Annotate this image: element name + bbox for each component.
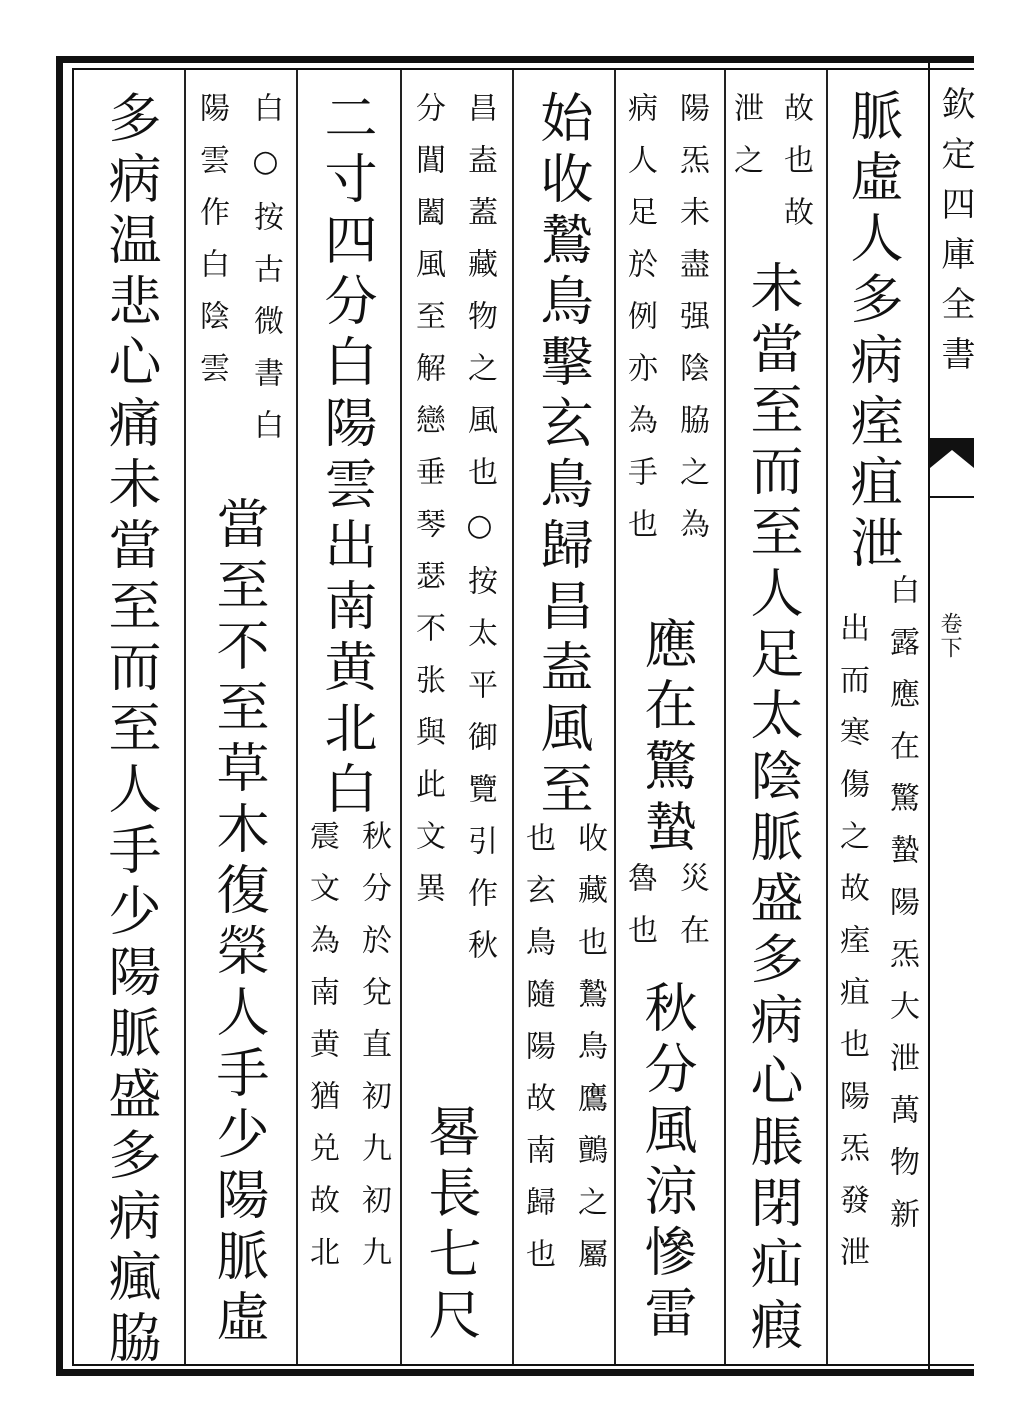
inner-border-left — [72, 68, 74, 1366]
annotation-line: 昌盍蓋藏物之風也○按太平御覽引作秋 — [462, 92, 497, 981]
text-column-large: 秋分風涼慘雷 — [636, 980, 697, 1346]
text-column-large: 未當至而至人足太陰脈盛多病心脹閉疝瘕 — [742, 260, 803, 1358]
inner-border-bottom — [72, 1364, 974, 1366]
inner-border-top — [72, 68, 974, 70]
annotation-line: 災在 — [674, 862, 709, 966]
annotation-line: 震文為南黄猶兑故北 — [304, 820, 339, 1288]
column-rule — [512, 70, 514, 1364]
volume-label: 卷下 — [937, 612, 962, 660]
column-rule — [724, 70, 726, 1364]
column-rule — [296, 70, 298, 1364]
fishtail-mark-icon — [930, 438, 974, 468]
column-rule — [184, 70, 186, 1364]
column-rule — [826, 70, 828, 1364]
annotation-line: 陽雲作白陰雲 — [194, 92, 229, 404]
margin-rule-mark — [930, 496, 974, 498]
annotation-line: 魯也 — [622, 862, 657, 966]
annotation-line: 白露應在驚蟄陽炁大泄萬物新 — [884, 574, 919, 1250]
annotation-line: 也玄鳥隨陽故南歸也 — [520, 822, 555, 1290]
annotation-line: 陽炁未盡强陰脇之為 — [674, 92, 709, 560]
book-title: 欽定四庫全書 — [935, 86, 975, 386]
column-rule — [400, 70, 402, 1364]
text-column-large: 始收鷙鳥擊玄鳥歸昌盍風至 — [532, 90, 593, 822]
annotation-line: 故也故 — [778, 92, 813, 248]
text-column-large: 多病温悲心痛未當至而至人手少陽脈盛多病瘋脇 — [100, 90, 161, 1371]
annotation-line: 泄之 — [728, 92, 763, 196]
text-column-large: 晷長七尺 — [420, 1104, 481, 1348]
annotation-line: 收藏也鷙鳥鷹鸇之屬 — [572, 822, 607, 1290]
annotation-line: 分閶闔風至解戀垂琴瑟不张與此文異 — [410, 92, 445, 924]
column-rule — [614, 70, 616, 1364]
text-column-large: 脈虛人多病痓疽泄 — [842, 88, 903, 576]
text-column-large: 應在驚蟄 — [636, 616, 697, 860]
annotation-line: 秋分於兌直初九初九 — [356, 820, 391, 1288]
annotation-line: 白○按古微書白 — [248, 92, 283, 461]
annotation-line: 出而寒傷之故痓疽也陽炁發泄 — [834, 612, 869, 1288]
annotation-line: 病人足於例亦為手也 — [622, 92, 657, 560]
text-column-large: 當至不至草木復榮人手少陽脈虛 — [208, 496, 269, 1350]
margin-divider — [928, 56, 930, 1376]
text-column-large: 二寸四分白陽雲出南黄北白 — [316, 90, 377, 822]
